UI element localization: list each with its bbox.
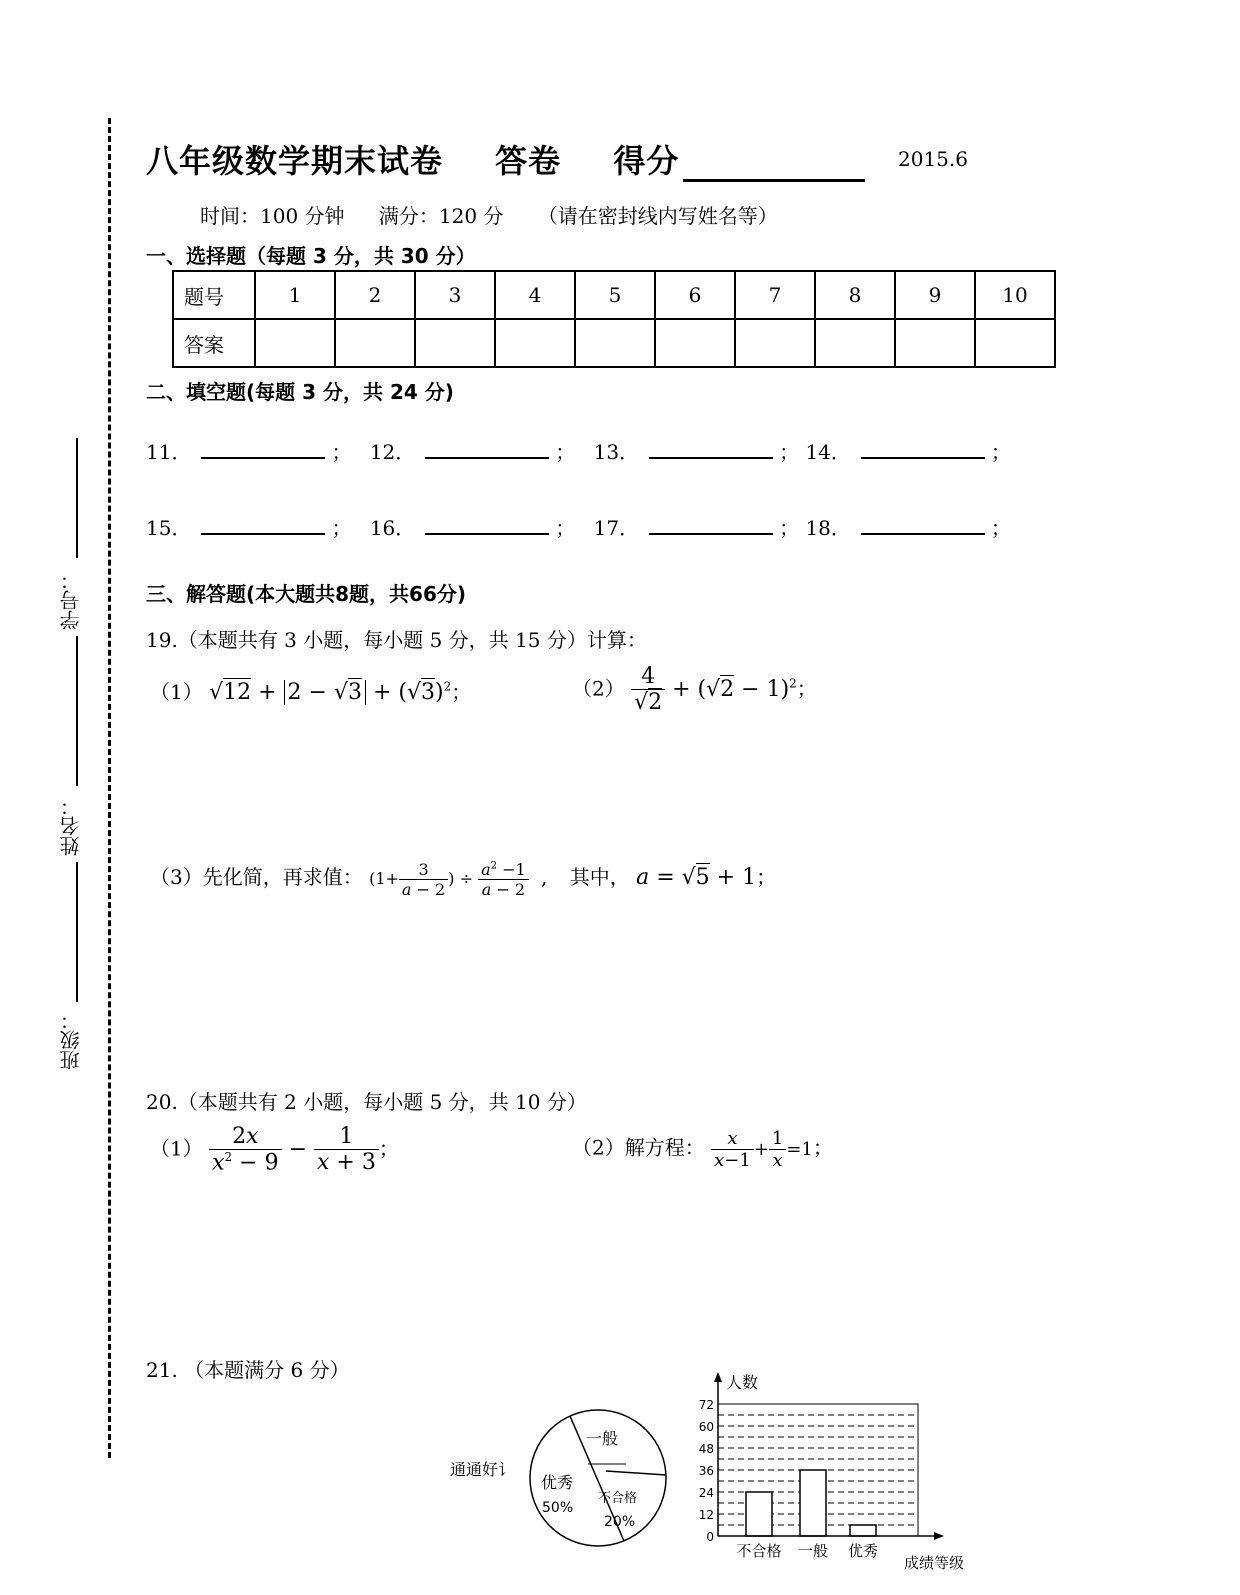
question-number: 4 <box>495 271 575 319</box>
answer-cell[interactable] <box>335 319 415 367</box>
score-label: 得分 <box>613 142 680 180</box>
pie-side-label: 通通好讠 <box>450 1460 515 1479</box>
bar-x-labels <box>736 1542 878 1560</box>
q19-part3: （3）先化简，再求值： (1+ $\frac{3}{a - 2}$ ) ÷ $\frac{a^2 -1}{a - 2}$ , 其中， a = √5 + 1； <box>150 860 777 899</box>
separator: ； <box>331 516 352 540</box>
answer-cell[interactable] <box>655 319 735 367</box>
fill-item <box>594 512 799 541</box>
q20-stem: 20.（本题共有 2 小题，每小题 5 分，共 10 分） <box>146 1090 587 1114</box>
fill-number: 13． <box>593 440 640 464</box>
fill-number: 12． <box>369 440 416 464</box>
q20-part2 <box>572 1128 833 1171</box>
q19-part1-expression: $√12 + 2 - √3 + (√3)^2$ <box>209 679 452 705</box>
q20-part1 <box>150 1124 399 1175</box>
exam-date: 2015.6 <box>898 147 968 171</box>
y-tick-label: 48 <box>698 1442 714 1456</box>
part-label: （2）解方程： <box>572 1135 705 1160</box>
fill-blank[interactable] <box>425 515 549 535</box>
x-tick-label: 一般 <box>797 1542 829 1560</box>
where-label: 其中， <box>569 865 630 889</box>
bar-x-arrow <box>934 1532 944 1540</box>
question-number: 2 <box>335 271 415 319</box>
separator: ； <box>990 516 1011 540</box>
question-number: 8 <box>815 271 895 319</box>
pie-label-general: 一般 <box>586 1429 619 1448</box>
answer-cell[interactable] <box>255 319 335 367</box>
fill-blank[interactable] <box>201 515 325 535</box>
question-number: 6 <box>655 271 735 319</box>
row-label-number: 题号 <box>173 271 255 319</box>
separator: ； <box>378 1136 399 1161</box>
answer-cell[interactable] <box>895 319 975 367</box>
q21-stem: 21. （本题满分 6 分） <box>146 1358 350 1382</box>
time-info: 时间：100 分钟 <box>200 204 345 228</box>
row-label-answer: 答案 <box>173 319 255 367</box>
pie-divider <box>606 1471 666 1475</box>
separator: ； <box>756 865 777 889</box>
section3-title: 三、解答题(本大题共8题，共66分) <box>146 582 467 606</box>
fill-item <box>370 512 575 541</box>
fill-number: 17． <box>593 516 640 540</box>
bar <box>746 1492 772 1536</box>
fill-blank-row-1 <box>146 436 1011 465</box>
pie-label-excellent-pct: 50% <box>542 1500 574 1516</box>
pie-label-fail: 不合格 <box>598 1491 638 1506</box>
y-tick-label: 0 <box>706 1530 714 1544</box>
separator: ； <box>990 440 1011 464</box>
class-blank <box>76 862 78 1002</box>
question-number: 7 <box>735 271 815 319</box>
exam-info <box>200 200 806 229</box>
separator: ； <box>331 440 352 464</box>
fill-blank-row-2 <box>146 512 1011 541</box>
table-row <box>173 319 1055 367</box>
fill-item <box>594 436 799 465</box>
fill-number: 15． <box>146 516 192 540</box>
answer-cell[interactable] <box>975 319 1055 367</box>
separator: ； <box>779 440 800 464</box>
q19-part3-value: a = √5 + 1 <box>636 865 757 890</box>
part-label: （1） <box>150 1136 203 1161</box>
pie-label-fail-pct: 20% <box>604 1514 636 1530</box>
answer-cell[interactable] <box>575 319 655 367</box>
full-score-info: 满分：120 分 <box>378 204 504 228</box>
bar-y-title: 人数 <box>726 1373 759 1392</box>
answer-cell[interactable] <box>735 319 815 367</box>
answer-cell[interactable] <box>815 319 895 367</box>
separator: ； <box>451 680 472 704</box>
x-tick-label: 优秀 <box>847 1542 879 1560</box>
q19-part2 <box>572 664 817 715</box>
name-label: 姓名： <box>59 796 83 856</box>
pie-chart <box>440 1400 680 1570</box>
pie-label-excellent: 优秀 <box>541 1473 574 1492</box>
fill-item <box>146 512 351 541</box>
fill-item <box>370 436 575 465</box>
student-id-blank <box>76 438 78 558</box>
bar <box>850 1525 876 1536</box>
y-tick-label: 72 <box>698 1398 714 1412</box>
q20-part2-expression: $\frac{x}{x-1}$ + $\frac{1}{x}$ =1 <box>711 1139 813 1160</box>
seal-dashed-line <box>108 118 111 1458</box>
bar-chart <box>690 1368 980 1590</box>
seal-note: （请在密封线内写姓名等） <box>537 204 778 228</box>
fill-number: 18． <box>805 516 851 540</box>
question-number: 5 <box>575 271 655 319</box>
exam-title: 八年级数学期末试卷 <box>146 142 444 180</box>
separator: ； <box>812 1135 833 1160</box>
bar-y-arrow <box>714 1372 722 1382</box>
answer-cell[interactable] <box>495 319 575 367</box>
fill-item <box>805 436 1010 465</box>
q19-part3-expression: (1+ $\frac{3}{a - 2}$ ) ÷ $\frac{a^2 -1}{a - 2}$ <box>369 869 529 888</box>
bar-x-title: 成绩等级 <box>904 1554 965 1572</box>
name-blank <box>76 636 78 786</box>
answer-cell[interactable] <box>415 319 495 367</box>
q19-part1 <box>150 676 471 705</box>
page-title <box>146 136 905 182</box>
fill-number: 14． <box>805 440 851 464</box>
y-tick-label: 12 <box>698 1508 714 1522</box>
fill-number: 16． <box>369 516 416 540</box>
separator: ； <box>796 676 817 701</box>
separator: ； <box>555 440 576 464</box>
part-label: （2） <box>572 676 625 701</box>
fill-blank[interactable] <box>649 515 773 535</box>
fill-blank[interactable] <box>425 439 549 459</box>
y-tick-label: 36 <box>698 1464 714 1478</box>
answer-sheet-label: 答卷 <box>495 142 562 180</box>
section2-title: 二、填空题(每题 3 分，共 24 分) <box>146 380 454 404</box>
table-row <box>173 271 1055 319</box>
separator: ； <box>779 516 800 540</box>
part-label: （3）先化简，再求值： <box>150 865 363 889</box>
section1-title: 一、选择题（每题 3 分，共 30 分） <box>146 244 476 268</box>
class-label: 班级： <box>59 1010 83 1070</box>
question-number: 9 <box>895 271 975 319</box>
y-tick-label: 24 <box>698 1486 714 1500</box>
bar <box>800 1470 826 1536</box>
fill-number: 11． <box>146 440 192 464</box>
bar-marks <box>746 1470 876 1536</box>
fill-item <box>146 436 351 465</box>
fill-blank[interactable] <box>861 439 985 459</box>
fill-blank[interactable] <box>649 439 773 459</box>
x-tick-label: 不合格 <box>736 1542 782 1560</box>
score-blank[interactable] <box>683 149 865 182</box>
question-number: 3 <box>415 271 495 319</box>
multiple-choice-table <box>172 270 1056 368</box>
part-label: （1） <box>150 680 203 704</box>
q19-part2-expression: $\frac{4}{√2}$ + $(√2 - 1)^2$ <box>631 677 797 702</box>
student-id-label: 学号： <box>59 570 83 630</box>
y-tick-label: 60 <box>698 1420 714 1434</box>
fill-item <box>805 512 1010 541</box>
fill-blank[interactable] <box>201 439 325 459</box>
fill-blank[interactable] <box>861 515 985 535</box>
separator: ； <box>555 516 576 540</box>
q19-stem: 19.（本题共有 3 小题，每小题 5 分，共 15 分）计算： <box>146 628 647 652</box>
question-number: 1 <box>255 271 335 319</box>
bar-ticks <box>699 1398 714 1544</box>
question-number: 10 <box>975 271 1055 319</box>
q20-part1-expression: $\frac{2x}{x^2 - 9}$ − $\frac{1}{x + 3}$ <box>209 1137 379 1162</box>
